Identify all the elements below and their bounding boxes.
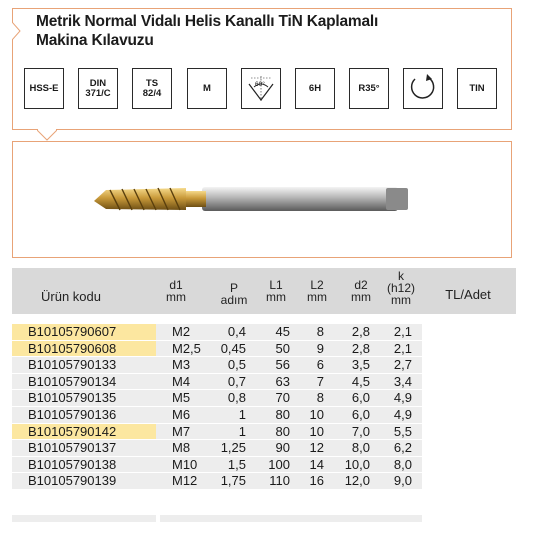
cell-d1: M4 bbox=[172, 373, 191, 389]
table-footer-bar-right bbox=[160, 515, 422, 522]
cell-code: B10105790608 bbox=[28, 340, 117, 356]
cell-d2: 7,0 bbox=[351, 423, 370, 439]
cell-d2: 2,8 bbox=[351, 324, 370, 339]
cell-l2: 8 bbox=[316, 390, 324, 406]
cell-p: 0,8 bbox=[227, 390, 246, 406]
rotation-arrow-icon bbox=[405, 70, 441, 106]
cell-code: B10105790607 bbox=[28, 324, 117, 339]
cell-p: 0,4 bbox=[227, 324, 246, 339]
badge-helix: R35° bbox=[349, 68, 389, 109]
cell-l1: 63 bbox=[275, 373, 290, 389]
badge-coating: TIN bbox=[457, 68, 497, 109]
title-line-1: Metrik Normal Vidalı Helis Kanallı TiN Kaplamalı bbox=[36, 13, 379, 30]
cell-code: B10105790138 bbox=[28, 456, 117, 472]
cell-k: 2,1 bbox=[393, 340, 412, 356]
cell-l1: 70 bbox=[275, 390, 290, 406]
table-row bbox=[12, 473, 422, 490]
header-notch bbox=[12, 22, 22, 40]
col-header-pitch: P adım bbox=[220, 281, 248, 307]
cell-d1: M10 bbox=[172, 456, 198, 472]
cell-l1: 80 bbox=[275, 406, 290, 422]
cell-d2: 3,5 bbox=[351, 357, 370, 373]
cell-d1: M7 bbox=[172, 423, 191, 439]
cell-code: B10105790135 bbox=[28, 390, 117, 406]
table-row bbox=[12, 440, 422, 457]
table-row bbox=[12, 407, 422, 424]
col-header-l2: L2 mm bbox=[307, 278, 327, 304]
cell-l1: 110 bbox=[269, 473, 290, 489]
badge-din: DIN 371/C bbox=[78, 68, 118, 109]
cell-l1: 56 bbox=[275, 357, 290, 373]
cell-l2: 10 bbox=[309, 423, 324, 439]
cell-code: B10105790142 bbox=[28, 423, 117, 439]
col-header-code: Ürün kodu bbox=[41, 289, 101, 304]
cell-l2: 10 bbox=[309, 406, 324, 422]
cell-p: 0,7 bbox=[227, 373, 246, 389]
cell-l2: 16 bbox=[309, 473, 324, 489]
table-header bbox=[12, 268, 516, 314]
tap-tool-image bbox=[90, 180, 410, 220]
cell-d1: M5 bbox=[172, 390, 191, 406]
cell-d1: M2 bbox=[172, 324, 191, 339]
header-bottom-notch bbox=[37, 129, 57, 141]
cell-d1: M2,5 bbox=[172, 340, 201, 356]
table-row bbox=[12, 390, 422, 407]
cell-k: 8,0 bbox=[393, 456, 412, 472]
cell-d2: 2,8 bbox=[351, 340, 370, 356]
product-table-body bbox=[12, 324, 422, 490]
col-header-l1: L1 mm bbox=[266, 278, 286, 304]
table-row bbox=[12, 357, 422, 374]
cell-k: 5,5 bbox=[393, 423, 412, 439]
col-header-k: k (h12) mm bbox=[386, 269, 415, 307]
cell-code: B10105790136 bbox=[28, 406, 117, 422]
cell-k: 9,0 bbox=[393, 473, 412, 489]
cell-d2: 6,0 bbox=[351, 390, 370, 406]
cell-k: 4,9 bbox=[393, 390, 412, 406]
badge-angle: 60° bbox=[241, 68, 281, 109]
col-header-price: TL/Adet bbox=[445, 287, 491, 302]
cell-d1: M8 bbox=[172, 440, 191, 456]
cell-code: B10105790133 bbox=[28, 357, 117, 373]
badge-tolerance: 6H bbox=[295, 68, 335, 109]
table-row bbox=[12, 374, 422, 391]
cell-l1: 90 bbox=[275, 440, 290, 456]
title-line-2: Makina Kılavuzu bbox=[36, 32, 154, 49]
badge-material: HSS-E bbox=[24, 68, 64, 109]
table-row bbox=[12, 457, 422, 474]
cell-p: 0,5 bbox=[227, 357, 246, 373]
product-title bbox=[36, 12, 476, 50]
cell-code: B10105790137 bbox=[28, 440, 117, 456]
cell-l2: 8 bbox=[316, 324, 324, 339]
badge-thread: M bbox=[187, 68, 227, 109]
cell-d2: 12,0 bbox=[344, 473, 370, 489]
cell-p: 1,25 bbox=[220, 440, 246, 456]
cell-k: 4,9 bbox=[393, 406, 412, 422]
cell-code: B10105790139 bbox=[28, 473, 117, 489]
table-row bbox=[12, 341, 422, 358]
badge-ts: TS 82/4 bbox=[132, 68, 172, 109]
cell-l2: 6 bbox=[316, 357, 324, 373]
table-row bbox=[12, 324, 422, 341]
cell-l1: 80 bbox=[275, 423, 290, 439]
cell-p: 1 bbox=[238, 423, 246, 439]
cell-l1: 100 bbox=[268, 456, 290, 472]
cell-k: 3,4 bbox=[393, 373, 412, 389]
cell-p: 1 bbox=[238, 406, 246, 422]
cell-l2: 14 bbox=[309, 456, 324, 472]
cell-d2: 6,0 bbox=[351, 406, 370, 422]
cell-d2: 4,5 bbox=[351, 373, 370, 389]
badge-rotation bbox=[403, 68, 443, 109]
cell-p: 0,45 bbox=[220, 340, 246, 356]
cell-d1: M3 bbox=[172, 357, 191, 373]
cell-l2: 7 bbox=[316, 373, 324, 389]
col-header-d2: d2 mm bbox=[351, 278, 371, 304]
cell-l1: 50 bbox=[275, 340, 290, 356]
cell-p: 1,5 bbox=[227, 456, 246, 472]
cell-l2: 12 bbox=[309, 440, 324, 456]
cell-k: 6,2 bbox=[393, 440, 412, 456]
cell-p: 1,75 bbox=[220, 473, 246, 489]
cell-l2: 9 bbox=[316, 340, 324, 356]
cell-code: B10105790134 bbox=[28, 373, 117, 389]
cell-d1: M12 bbox=[172, 473, 198, 489]
table-row bbox=[12, 424, 422, 441]
cell-l1: 45 bbox=[275, 324, 290, 339]
cell-d2: 8,0 bbox=[351, 440, 370, 456]
cell-d2: 10,0 bbox=[344, 456, 370, 472]
cell-k: 2,7 bbox=[393, 357, 412, 373]
table-footer-bar bbox=[12, 515, 156, 522]
cell-d1: M6 bbox=[172, 406, 191, 422]
col-header-d1: d1 mm bbox=[166, 278, 186, 304]
cell-k: 2,1 bbox=[393, 324, 412, 339]
